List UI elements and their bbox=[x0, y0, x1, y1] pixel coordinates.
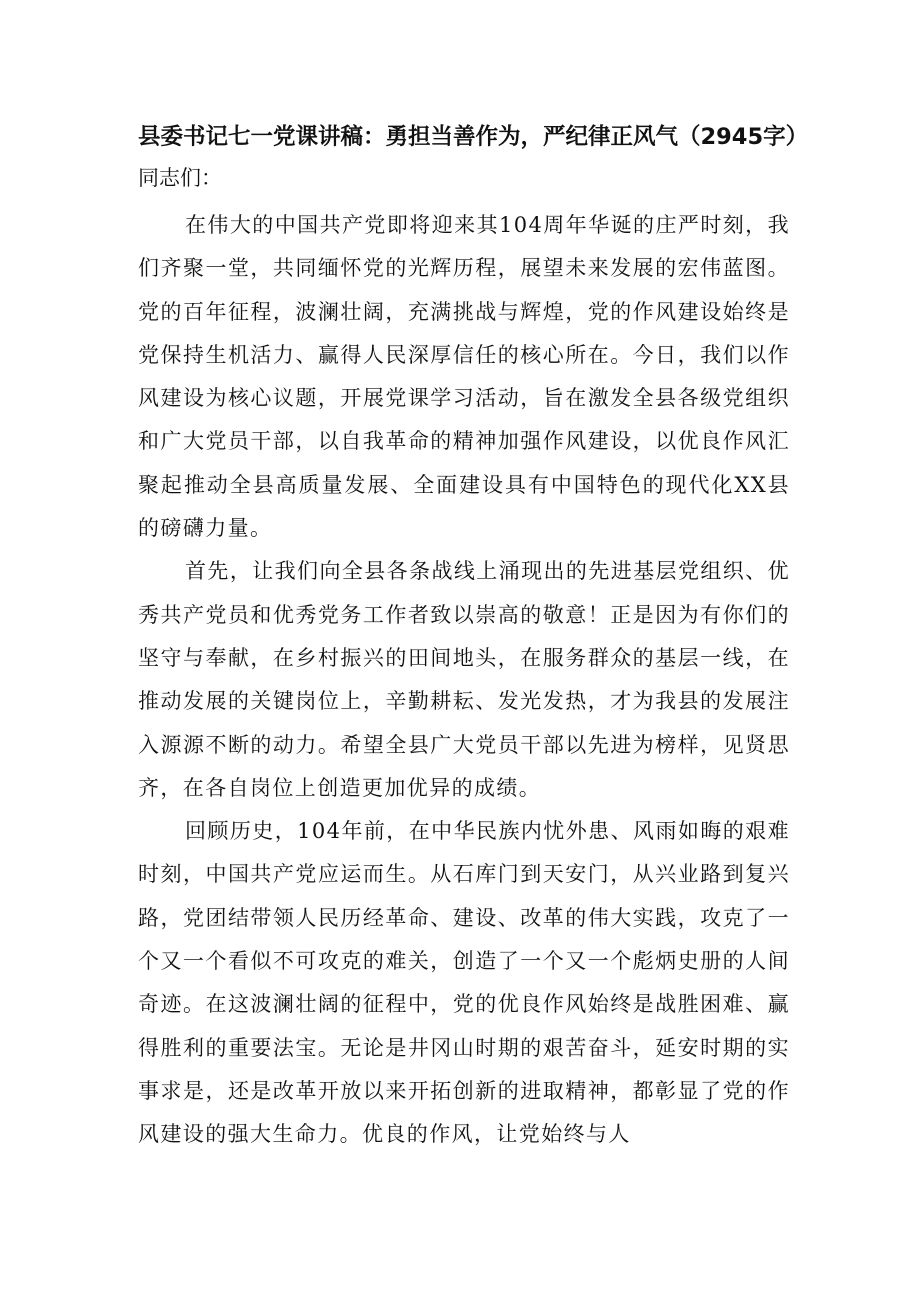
document-title: 县委书记七一党课讲稿：勇担当善作为，严纪律正风气（2945字） bbox=[138, 124, 809, 150]
paragraph-tribute: 首先，让我们向全县各条战线上涌现出的先进基层党组织、优秀共产党员和优秀党务工作者致以崇高的敬意！正是因为有你们的坚守与奉献，在乡村振兴的田间地头，在服务群众的基层一线，在推动发展的关键岗位上，辛勤耕耘、发光发热，才为我县的发展注入源源不断的动力。希望全县广大党员干部以先进为榜样，见贤思齐，在各自岗位上创造更加优异的成绩。 bbox=[138, 559, 790, 800]
salutation: 同志们： bbox=[138, 166, 222, 190]
paragraph-history: 回顾历史，104年前，在中华民族内忧外患、风雨如晦的艰难时刻，中国共产党应运而生。从石库门到天安门，从兴业路到复兴路，党团结带领人民历经革命、建设、改革的伟大实践，攻克了一个又一个看似不可攻克的难关，创造了一个又一个彪炳史册的人间奇迹。在这波澜壮阔的征程中，党的优良作风始终是战胜困难、赢得胜利的重要法宝。无论是井冈山时期的艰苦奋斗，延安时期的实事求是，还是改革开放以来开拓创新的进取精神，都彰显了党的作风建设的强大生命力。优良的作风，让党始终与人 bbox=[138, 819, 790, 1147]
paragraph-intro: 在伟大的中国共产党即将迎来其104周年华诞的庄严时刻，我们齐聚一堂，共同缅怀党的光辉历程，展望未来发展的宏伟蓝图。党的百年征程，波澜壮阔，充满挑战与辉煌，党的作风建设始终是党保持生机活力、赢得人民深厚信任的核心所在。今日，我们以作风建设为核心议题，开展党课学习活动，旨在激发全县各级党组织和广大党员干部，以自我革命的精神加强作风建设，以优良作风汇聚起推动全县高质量发展、全面建设具有中国特色的现代化XX县的磅礴力量。 bbox=[138, 213, 790, 541]
document-body bbox=[138, 204, 790, 1157]
